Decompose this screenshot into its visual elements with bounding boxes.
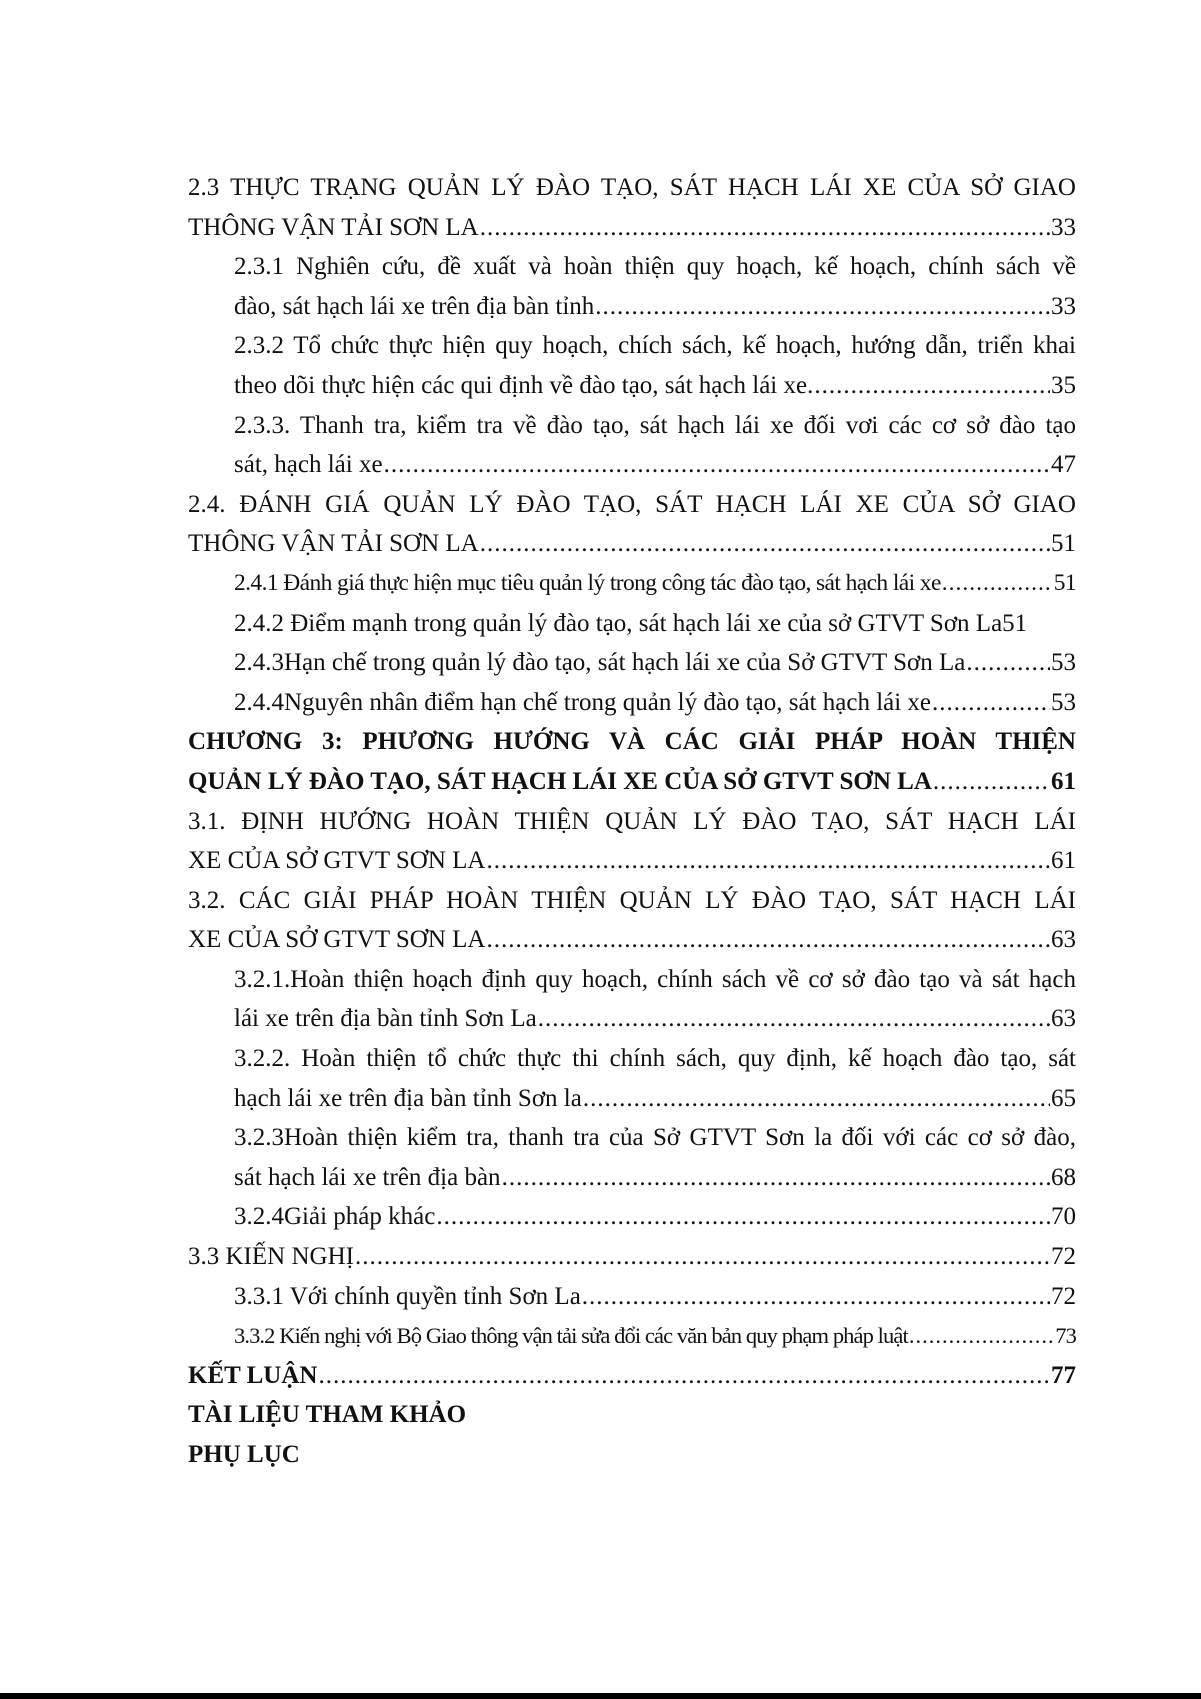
toc-entry-page: 61 (1051, 847, 1076, 875)
toc-entry-page: 35 (1051, 371, 1076, 399)
toc-entry-wrap-line: 3.1. ĐỊNH HƯỚNG HOÀN THIỆN QUẢN LÝ ĐÀO TẠO, SÁT HẠCH LÁI (188, 807, 1076, 835)
toc-entry-line (188, 841, 1076, 881)
toc-entry-page: 51 (1051, 530, 1076, 558)
toc-entry-page: 51 (1053, 569, 1076, 596)
toc-dot-leader (538, 999, 1050, 1039)
toc-entry-page: 53 (1051, 688, 1076, 716)
toc-entry-title: QUẢN LÝ ĐÀO TẠO, SÁT HẠCH LÁI XE CỦA SỞ GTVT SƠN LA (188, 767, 932, 795)
toc-dot-leader (502, 1158, 1050, 1198)
toc-entry-line (234, 445, 1076, 485)
bottom-rule (0, 1693, 1201, 1699)
toc-entry-wrap-line: 3.2.3Hoàn thiện kiểm tra, thanh tra của Sở GTVT Sơn la đối với các cơ sở đào, (234, 1124, 1076, 1152)
toc-entry (188, 1237, 1076, 1277)
toc-entry-title: lái xe trên địa bàn tỉnh Sơn La (234, 1005, 537, 1033)
toc-entry-title: 2.4.1 Đánh giá thực hiện mục tiêu quản lý trong công tác đào tạo, sát hạch lái xe (234, 569, 941, 596)
toc-entry-line (234, 287, 1076, 327)
toc-entry (188, 485, 1076, 564)
toc-entry-title: 3.3.1 Với chính quyền tỉnh Sơn La (234, 1282, 581, 1310)
toc-entry (188, 802, 1076, 881)
toc-entry (188, 722, 1076, 801)
table-of-contents (188, 168, 1076, 1475)
toc-entry-line (234, 999, 1076, 1039)
toc-entry-wrap-line: 3.2. CÁC GIẢI PHÁP HOÀN THIỆN QUẢN LÝ ĐÀO TẠO, SÁT HẠCH LÁI (188, 886, 1076, 914)
toc-entry-title: THÔNG VẬN TẢI SƠN LA (188, 530, 479, 558)
toc-entry-line (188, 208, 1076, 248)
toc-entry-page: 72 (1051, 1282, 1076, 1310)
toc-entry-line (234, 366, 1076, 406)
toc-entry (188, 1039, 1076, 1118)
toc-dot-leader (436, 1197, 1050, 1237)
toc-dot-leader (355, 1237, 1050, 1277)
toc-dot-leader (595, 287, 1050, 327)
toc-dot-leader (814, 366, 1050, 406)
toc-entry (188, 881, 1076, 960)
toc-entry-wrap-line: 2.3.3. Thanh tra, kiểm tra về đào tạo, sát hạch lái xe đối vơi các cơ sở đào tạo (234, 411, 1076, 439)
toc-entry (188, 1277, 1076, 1317)
toc-entry-title: PHỤ LỤC (188, 1441, 300, 1468)
toc-entry-wrap-line: 2.3.1 Nghiên cứu, đề xuất và hoàn thiện quy hoạch, kế hoạch, chính sách về (234, 253, 1076, 281)
toc-dot-leader (486, 920, 1050, 960)
toc-entry-page: 53 (1051, 649, 1076, 677)
toc-entry-wrap-line: 3.2.1.Hoàn thiện hoạch định quy hoạch, chính sách về cơ sở đào tạo và sát hạch (234, 965, 1076, 993)
toc-entry-title: XE CỦA SỞ GTVT SƠN LA (188, 847, 486, 875)
toc-entry-page: 70 (1051, 1203, 1076, 1231)
toc-entry-wrap-line: 3.2.2. Hoàn thiện tổ chức thực thi chính sách, quy định, kế hoạch đào tạo, sát (234, 1045, 1076, 1073)
toc-dot-leader (582, 1277, 1050, 1317)
toc-entry-wrap-line: 2.3.2 Tổ chức thực hiện quy hoạch, chích sách, kế hoạch, hướng dẫn, triển khai (234, 332, 1076, 360)
toc-entry-page: 63 (1051, 926, 1076, 954)
toc-dot-leader (909, 1316, 1054, 1356)
toc-entry-line (234, 683, 1076, 723)
toc-dot-leader (966, 643, 1050, 683)
toc-entry-title: 3.3.2 Kiến nghị với Bộ Giao thông vận tải sửa đổi các văn bản quy phạm pháp luật (234, 1323, 908, 1349)
toc-entry-line (188, 920, 1076, 960)
toc-entry-title: 2.4.2 Điểm mạnh trong quản lý đào tạo, sát hạch lái xe của sở GTVT Sơn La (234, 609, 1003, 637)
toc-entry-page: 33 (1051, 292, 1076, 320)
toc-entry-title: KẾT LUẬN (188, 1361, 318, 1389)
toc-entry-page: 47 (1051, 451, 1076, 479)
toc-entry-wrap-line: 2.3 THỰC TRẠNG QUẢN LÝ ĐÀO TẠO, SÁT HẠCH LÁI XE CỦA SỞ GIAO (188, 174, 1076, 201)
toc-entry-title: 3.2.4Giải pháp khác (234, 1203, 436, 1231)
toc-entry-wrap-line: 2.4. ĐÁNH GIÁ QUẢN LÝ ĐÀO TẠO, SÁT HẠCH LÁI XE CỦA SỞ GIAO (188, 490, 1076, 518)
toc-dot-leader (942, 564, 1053, 604)
toc-entry (188, 1395, 1076, 1435)
toc-entry-title: 3.3 KIẾN NGHỊ (188, 1243, 354, 1271)
toc-entry-page: 33 (1051, 213, 1076, 241)
toc-entry-line (188, 1435, 1076, 1475)
toc-entry-line (234, 564, 1076, 604)
toc-entry-line (234, 1079, 1076, 1119)
toc-entry-title: THÔNG VẬN TẢI SƠN LA (188, 213, 479, 241)
toc-dot-leader (480, 208, 1050, 248)
toc-entry (188, 643, 1076, 683)
toc-dot-leader (480, 524, 1050, 564)
toc-entry-line (188, 524, 1076, 564)
toc-entry-line (234, 643, 1076, 683)
toc-entry (188, 326, 1076, 405)
toc-entry-line (234, 604, 1076, 644)
toc-entry-title: theo dõi thực hiện các qui định về đào tạo, sát hạch lái xe. (234, 371, 814, 399)
toc-entry-title: TÀI LIỆU THAM KHẢO (188, 1401, 467, 1429)
toc-dot-leader (583, 1079, 1050, 1119)
toc-entry-page: 72 (1051, 1243, 1076, 1271)
toc-entry-title: sát hạch lái xe trên địa bàn (234, 1163, 501, 1191)
toc-entry-page: 65 (1051, 1084, 1076, 1112)
toc-entry (188, 564, 1076, 604)
toc-entry-page: 68 (1051, 1163, 1076, 1191)
toc-entry-line (188, 762, 1076, 802)
toc-entry-title: 2.4.3Hạn chế trong quản lý đào tạo, sát hạch lái xe của Sở GTVT Sơn La (234, 649, 966, 677)
toc-dot-leader (486, 841, 1050, 881)
toc-entry (188, 1118, 1076, 1197)
toc-entry-line (188, 1395, 1076, 1435)
toc-entry (188, 247, 1076, 326)
toc-entry-line (234, 1197, 1076, 1237)
toc-entry-page: 61 (1051, 767, 1076, 795)
toc-entry-page: 77 (1051, 1361, 1076, 1389)
toc-entry-title: sát, hạch lái xe (234, 451, 383, 479)
toc-entry (188, 1316, 1076, 1356)
toc-entry-page: 63 (1051, 1005, 1076, 1033)
toc-entry (188, 1197, 1076, 1237)
toc-entry-page: 73 (1055, 1323, 1076, 1349)
toc-dot-leader (318, 1356, 1050, 1396)
toc-dot-leader (933, 762, 1050, 802)
toc-dot-leader (384, 445, 1050, 485)
toc-entry-title: 2.4.4Nguyên nhân điểm hạn chế trong quản lý đào tạo, sát hạch lái xe (234, 688, 932, 716)
toc-entry (188, 683, 1076, 723)
toc-entry-line (188, 1237, 1076, 1277)
toc-entry (188, 168, 1076, 247)
toc-entry-title: đào, sát hạch lái xe trên địa bàn tỉnh (234, 292, 595, 320)
toc-entry-line (234, 1277, 1076, 1317)
toc-entry-line (234, 1158, 1076, 1198)
toc-entry (188, 1435, 1076, 1475)
toc-entry-title: XE CỦA SỞ GTVT SƠN LA (188, 926, 486, 954)
toc-entry (188, 406, 1076, 485)
toc-entry-wrap-line: CHƯƠNG 3: PHƯƠNG HƯỚNG VÀ CÁC GIẢI PHÁP HOÀN THIỆN (188, 728, 1076, 756)
toc-entry (188, 1356, 1076, 1396)
toc-entry (188, 960, 1076, 1039)
toc-entry-line (234, 1316, 1076, 1356)
toc-entry (188, 604, 1076, 644)
toc-entry-title: hạch lái xe trên địa bàn tỉnh Sơn la (234, 1084, 582, 1112)
toc-dot-leader (932, 683, 1050, 723)
toc-entry-page: 51 (1002, 609, 1028, 637)
toc-entry-line (188, 1356, 1076, 1396)
